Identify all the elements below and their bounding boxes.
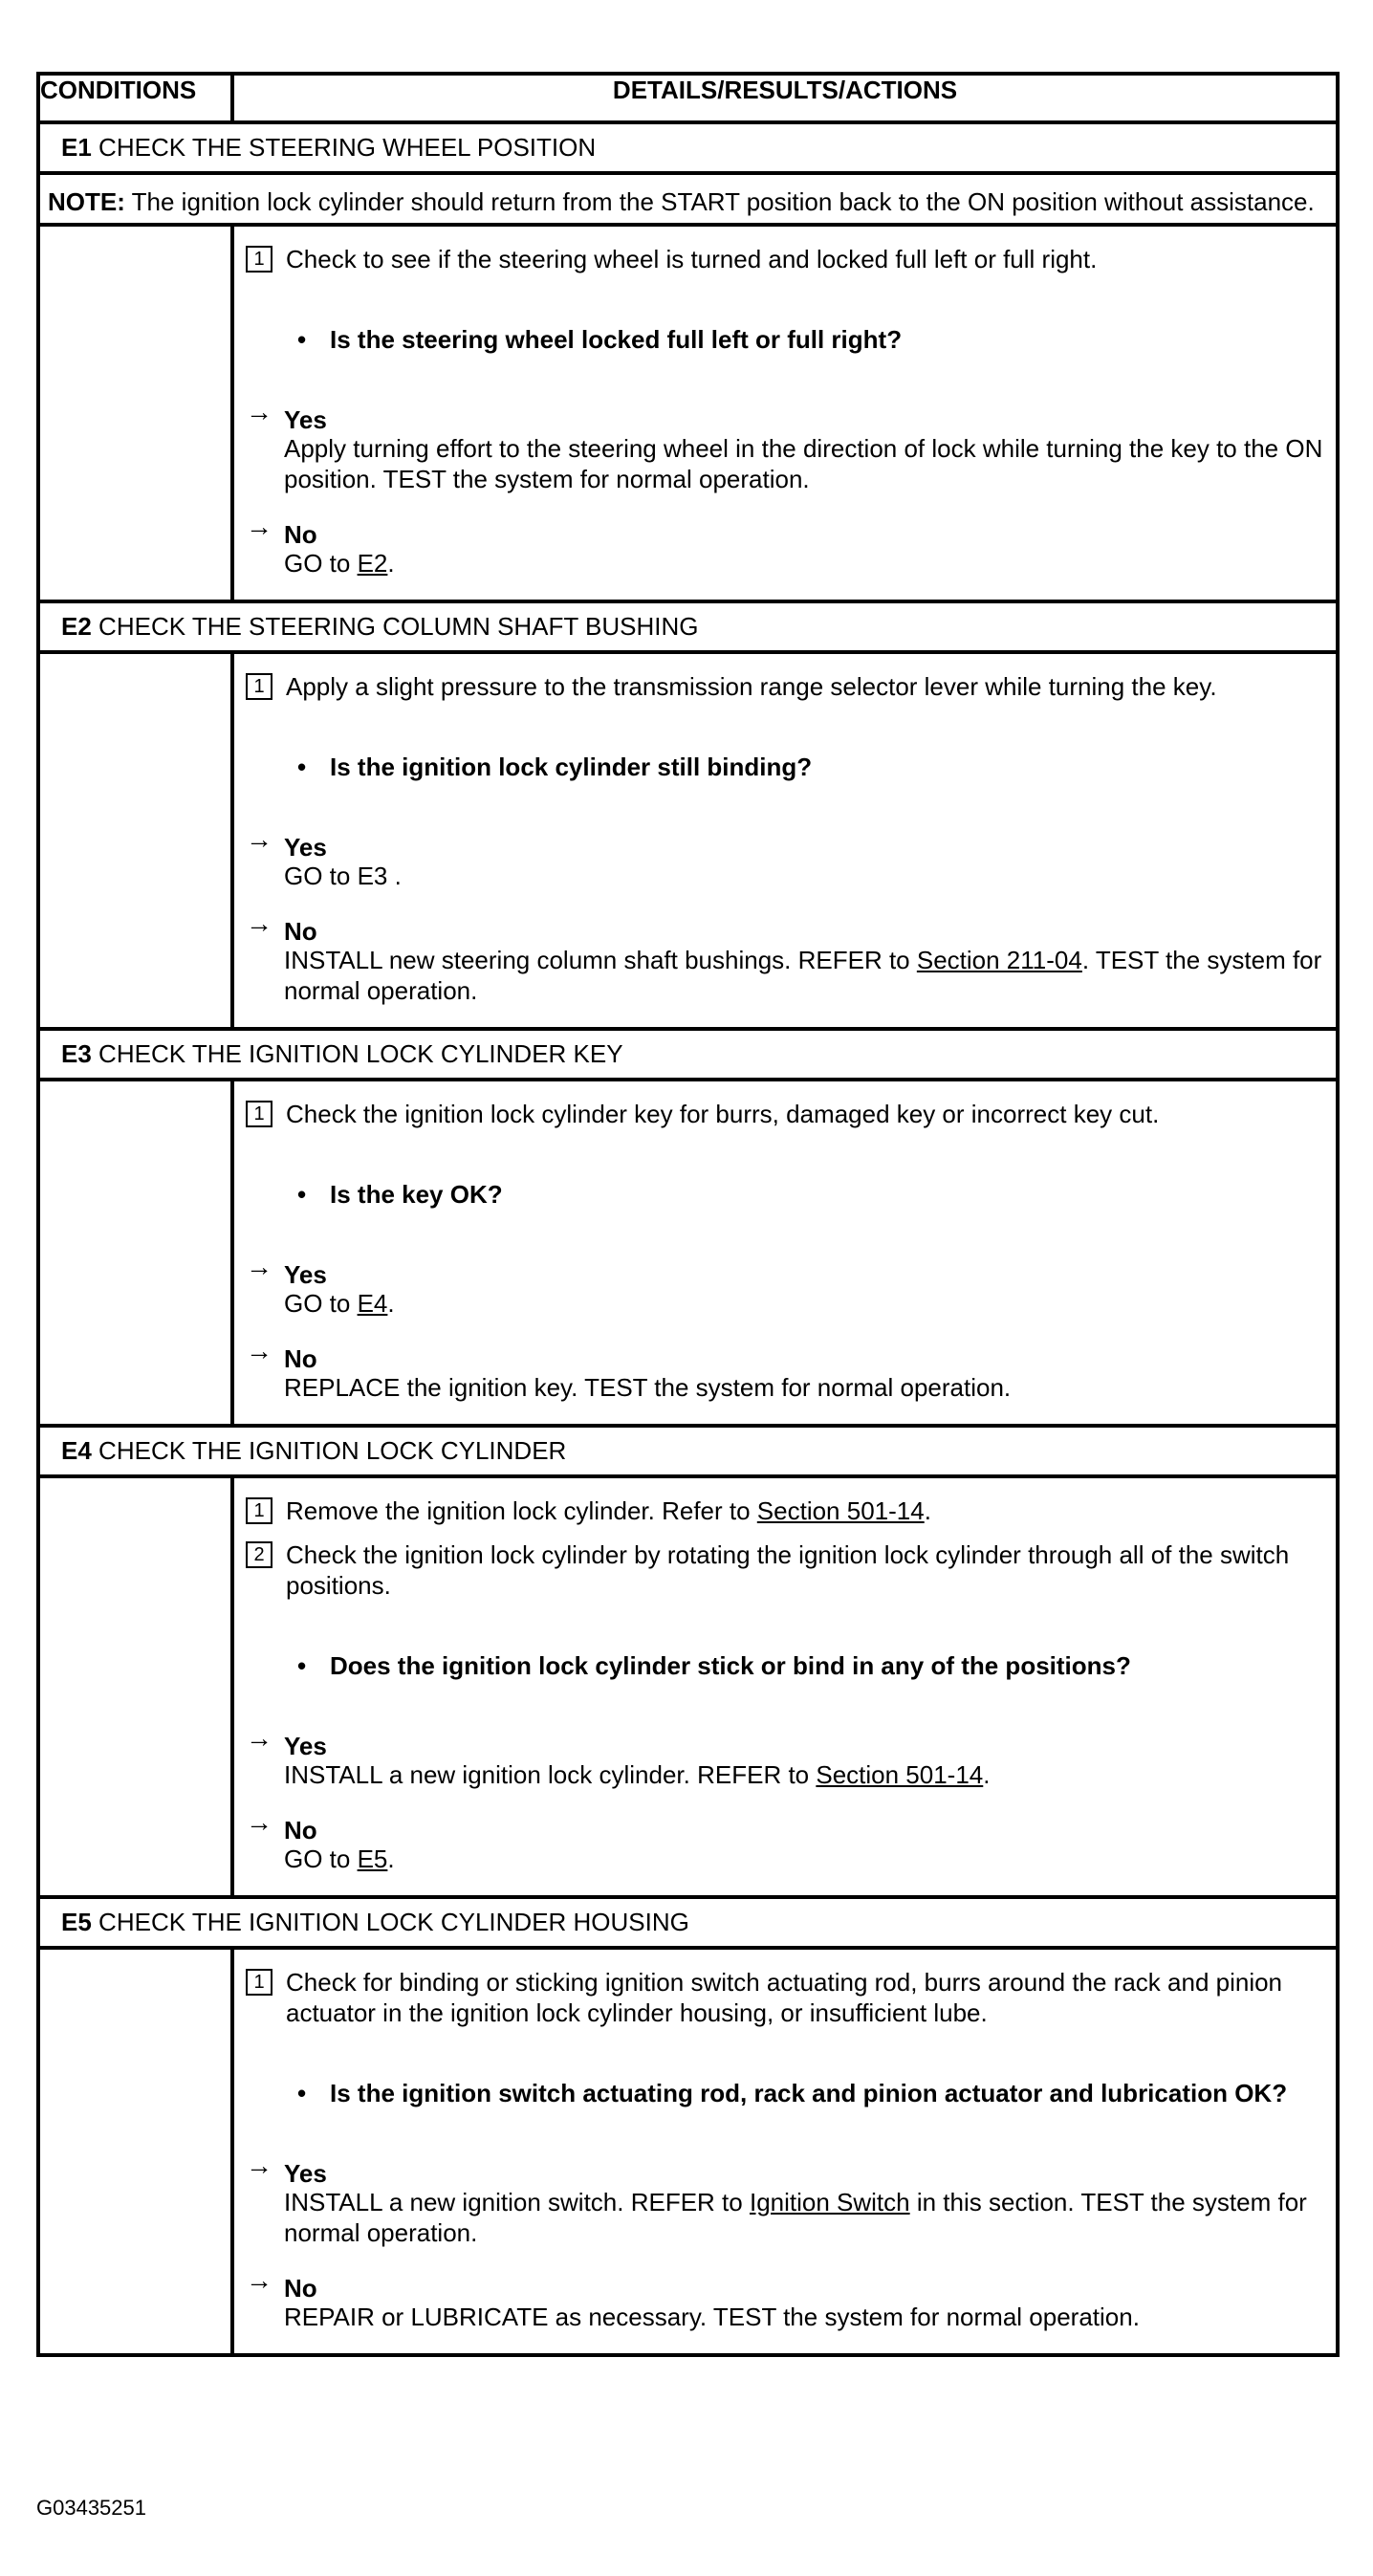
no-action [246, 1372, 1326, 1403]
yes-label: Yes [284, 2159, 327, 2188]
step-item [246, 1099, 1326, 1129]
no-answer-head [246, 1807, 1326, 1845]
details-row [38, 1948, 1338, 2355]
details-row [38, 1476, 1338, 1897]
yes-action-post: . [387, 1289, 395, 1318]
step-item [246, 1495, 1326, 1526]
step-number-box: 1 [246, 1969, 272, 1996]
note-row-container [38, 173, 1338, 225]
yes-action-link[interactable]: Section 501-14 [816, 1760, 984, 1789]
no-answer [246, 1807, 1326, 1874]
arrow-icon: → [246, 2150, 272, 2180]
question [297, 752, 1326, 782]
question-text: Is the key OK? [330, 1180, 503, 1209]
step-text: Apply a slight pressure to the transmission range selector lever while turning the key. [286, 672, 1217, 701]
yes-action [246, 861, 1326, 891]
yes-action-text: Apply turning effort to the steering wheel in the direction of lock while turning the key to the ON position. TEST the system for normal operation. [284, 434, 1323, 493]
no-action-text: GO to [284, 1845, 358, 1873]
no-label: No [284, 1344, 317, 1373]
note-text: The ignition lock cylinder should return from the START position back to the ON position without assistance. [131, 187, 1315, 216]
section-header-row [38, 1426, 1338, 1476]
section-code: E4 [61, 1436, 92, 1465]
no-answer [246, 512, 1326, 579]
yes-action [246, 2187, 1326, 2248]
conditions-cell [38, 225, 232, 601]
no-answer-head [246, 2265, 1326, 2303]
details-row [38, 652, 1338, 1029]
step-number-box: 1 [246, 1497, 272, 1524]
no-label: No [284, 2274, 317, 2303]
section-title-text: CHECK THE STEERING WHEEL POSITION [98, 133, 597, 162]
step-link[interactable]: Section 501-14 [756, 1496, 925, 1525]
arrow-icon: → [246, 824, 272, 854]
step-text-post: . [924, 1496, 931, 1525]
bullet-icon: • [297, 325, 307, 354]
no-label: No [284, 520, 317, 549]
arrow-icon: → [246, 1807, 272, 1837]
yes-answer-head [246, 1723, 1326, 1760]
yes-answer [246, 824, 1326, 891]
step-text: Check to see if the steering wheel is turned and locked full left or full right. [286, 245, 1098, 273]
question [297, 2078, 1326, 2108]
yes-label: Yes [284, 833, 327, 862]
yes-action-link[interactable]: E4 [357, 1289, 388, 1318]
arrow-icon: → [246, 908, 272, 938]
bullet-icon: • [297, 1651, 307, 1680]
section-header-row [38, 601, 1338, 652]
step-number-box: 1 [246, 1101, 272, 1127]
yes-action-post: . [983, 1760, 991, 1789]
yes-answer [246, 1723, 1326, 1790]
step-item [246, 671, 1326, 702]
section-header-row [38, 1897, 1338, 1948]
no-label: No [284, 1816, 317, 1845]
yes-action-link[interactable]: Ignition Switch [749, 2188, 910, 2216]
no-answer-head [246, 512, 1326, 549]
step-text: Check the ignition lock cylinder key for burrs, damaged key or incorrect key cut. [286, 1100, 1160, 1128]
details-row [38, 225, 1338, 601]
section-title-e4 [38, 1426, 1338, 1476]
no-action [246, 945, 1326, 1006]
conditions-cell [38, 652, 232, 1029]
section-title-text: CHECK THE IGNITION LOCK CYLINDER [98, 1436, 567, 1465]
header-details: DETAILS/RESULTS/ACTIONS [232, 74, 1338, 122]
no-action-text: INSTALL new steering column shaft bushings. REFER to [284, 946, 917, 974]
bullet-icon: • [297, 2079, 307, 2107]
step-text: Check the ignition lock cylinder by rotating the ignition lock cylinder through all of the switch positions. [286, 1540, 1290, 1600]
no-action [246, 2302, 1326, 2332]
step-number-box: 1 [246, 246, 272, 273]
details-cell [232, 1080, 1338, 1426]
step-text: Check for binding or sticking ignition switch actuating rod, burrs around the rack and pinion actuator in the ignition lock cylinder housing, or insufficient lube. [286, 1968, 1283, 2027]
section-title-text: CHECK THE STEERING COLUMN SHAFT BUSHING [98, 612, 699, 641]
header-conditions: CONDITIONS [38, 74, 232, 122]
no-answer [246, 1336, 1326, 1403]
table-header-row [38, 74, 1338, 122]
question-text: Is the ignition switch actuating rod, rack and pinion actuator and lubrication OK? [330, 2079, 1288, 2107]
arrow-icon: → [246, 1252, 272, 1281]
step-text-pre: Remove the ignition lock cylinder. Refer to [286, 1496, 757, 1525]
no-answer [246, 908, 1326, 1006]
yes-action-post: in this section. TEST the system for normal operation. [284, 2188, 1307, 2247]
bullet-icon: • [297, 1180, 307, 1209]
yes-answer [246, 1252, 1326, 1319]
details-cell [232, 652, 1338, 1029]
note-row [38, 173, 1338, 225]
yes-answer-head [246, 2150, 1326, 2188]
details-cell [232, 1948, 1338, 2355]
arrow-icon: → [246, 1723, 272, 1753]
bullet-icon: • [297, 753, 307, 781]
question [297, 1179, 1326, 1210]
no-answer [246, 2265, 1326, 2332]
yes-action [246, 1288, 1326, 1319]
no-answer-head [246, 908, 1326, 946]
step-item [246, 1967, 1326, 2028]
figure-id: G03435251 [36, 2496, 146, 2520]
section-code: E1 [61, 133, 92, 162]
no-action-link[interactable]: E2 [357, 549, 388, 578]
section-code: E5 [61, 1908, 92, 1936]
details-cell [232, 1476, 1338, 1897]
question [297, 1650, 1326, 1681]
yes-answer-head [246, 824, 1326, 862]
step-number-box: 1 [246, 673, 272, 700]
conditions-cell [38, 1476, 232, 1897]
question-text: Is the ignition lock cylinder still binding? [330, 753, 813, 781]
step-item [246, 1539, 1326, 1601]
yes-action [246, 1759, 1326, 1790]
arrow-icon: → [246, 512, 272, 541]
step-item [246, 244, 1326, 274]
conditions-cell [38, 1080, 232, 1426]
no-action-text: GO to [284, 549, 358, 578]
no-action [246, 1844, 1326, 1874]
yes-answer-head [246, 1252, 1326, 1289]
question-text: Is the steering wheel locked full left or full right? [330, 325, 903, 354]
no-action-post: . TEST the system for normal operation. [284, 946, 1322, 1005]
yes-action-text: GO to E3 . [284, 862, 402, 890]
no-answer-head [246, 1336, 1326, 1373]
yes-answer [246, 2150, 1326, 2248]
no-action-link[interactable]: E5 [357, 1845, 388, 1873]
yes-label: Yes [284, 1732, 327, 1760]
no-action-text: REPAIR or LUBRICATE as necessary. TEST the system for normal operation. [284, 2303, 1140, 2331]
conditions-cell [38, 1948, 232, 2355]
no-label: No [284, 917, 317, 946]
section-title-e2 [38, 601, 1338, 652]
yes-action-text: INSTALL a new ignition switch. REFER to [284, 2188, 750, 2216]
yes-answer-head [246, 397, 1326, 434]
section-title-e5 [38, 1897, 1338, 1948]
no-action-post: . [387, 1845, 395, 1873]
yes-label: Yes [284, 405, 327, 434]
question [297, 324, 1326, 355]
no-action-text: REPLACE the ignition key. TEST the system for normal operation. [284, 1373, 1012, 1402]
yes-action-text: GO to [284, 1289, 358, 1318]
details-cell [232, 225, 1338, 601]
details-row [38, 1080, 1338, 1426]
section-header-row [38, 1029, 1338, 1080]
step-text [286, 1495, 1326, 1526]
question-text: Does the ignition lock cylinder stick or bind in any of the positions? [330, 1651, 1131, 1680]
yes-answer [246, 397, 1326, 494]
arrow-icon: → [246, 397, 272, 426]
diagnostic-table [36, 72, 1340, 2357]
section-header-row [38, 122, 1338, 173]
no-action-post: . [387, 549, 395, 578]
arrow-icon: → [246, 1336, 272, 1365]
no-action [246, 548, 1326, 579]
yes-action [246, 433, 1326, 494]
section-title-text: CHECK THE IGNITION LOCK CYLINDER KEY [98, 1039, 623, 1068]
section-title-e1 [38, 122, 1338, 173]
section-code: E3 [61, 1039, 92, 1068]
note-label: NOTE: [48, 187, 125, 216]
no-action-link[interactable]: Section 211-04 [916, 946, 1082, 974]
section-title-text: CHECK THE IGNITION LOCK CYLINDER HOUSING [98, 1908, 689, 1936]
section-title-e3 [38, 1029, 1338, 1080]
yes-label: Yes [284, 1260, 327, 1289]
yes-action-text: INSTALL a new ignition lock cylinder. REFER to [284, 1760, 817, 1789]
step-number-box: 2 [246, 1541, 272, 1568]
section-code: E2 [61, 612, 92, 641]
arrow-icon: → [246, 2265, 272, 2295]
